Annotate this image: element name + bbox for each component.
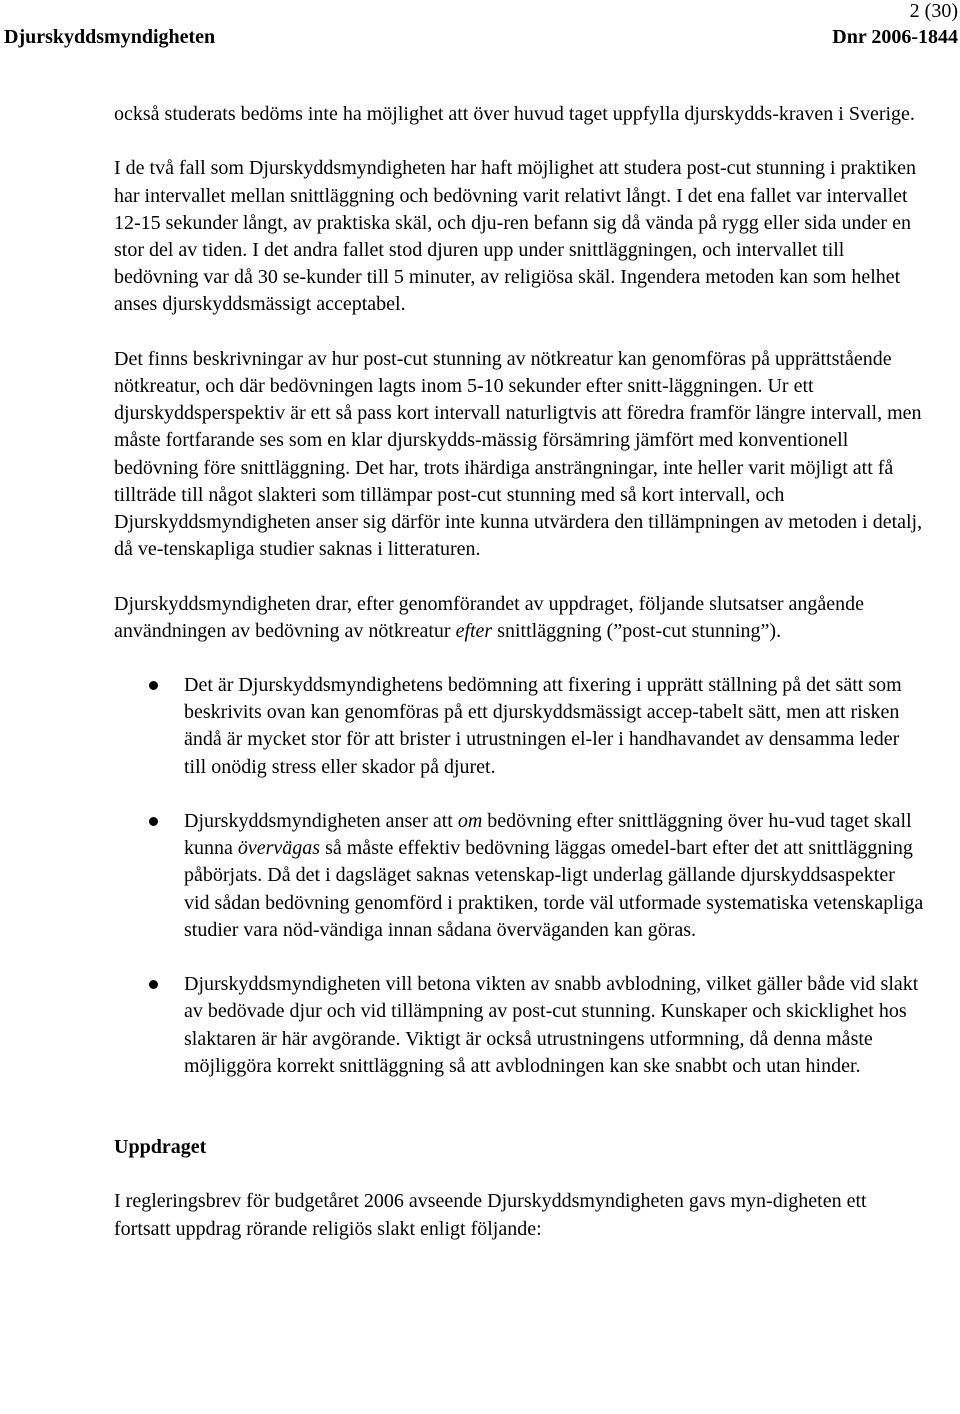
list-item-2-text-c: så måste effektiv bedövning läggas omedel-bart efter det att snittläggning påbörjats. Då det i dagsläget saknas vetenskap-ligt underlag gällande djurskyddsaspekter vid sådan bedövning genomförd i praktiken, torde väl utformade systematiska vetenskapliga studier vara nöd-vändiga innan sådana överväganden kan göras. [184, 837, 924, 941]
bullet-icon [149, 817, 158, 826]
section-heading: Uppdraget [114, 1136, 207, 1159]
paragraph-1: också studerats bedöms inte ha möjlighet att över huvud taget uppfylla djurskydds-kraven i Sverige. [114, 103, 915, 125]
list-item [114, 672, 924, 781]
list-item-2-text-a: Djurskyddsmyndigheten anser att [184, 810, 458, 833]
list-item-text-3: Djurskyddsmyndigheten vill betona vikten av snabb avblodning, vilket gäller både vid slakt av bedövade djur och vid tillämpning av post-cut stunning. Kunskaper och skicklighet hos slaktaren är här avgörande. Viktigt är också utrustningens utformning, då denna måste möjliggöra korrekt snittläggning så att avblodningen kan ske snabbt och utan hinder. [184, 973, 919, 1077]
paragraph-4 [114, 591, 924, 645]
document-reference: Dnr 2006-1844 [832, 26, 958, 48]
list-item [114, 971, 924, 1080]
conclusions-list [114, 672, 924, 1080]
paragraph-4-emphasis: efter [455, 619, 493, 642]
list-item [114, 808, 924, 944]
bullet-icon [149, 980, 158, 989]
list-item-2-text-b: bedövning efter snittläggning över hu-vud taget skall kunna [184, 810, 912, 860]
paragraph-2: I de två fall som Djurskyddsmyndigheten har haft möjlighet att studera post-cut stunning i praktiken har intervallet mellan snittläggning och bedövning varit relativt långt. I det ena fallet var intervallet 12-15 sekunder långt, av praktiska skäl, och dju-ren befann sig då vända på rygg eller sida under en stor del av tiden. I det andra fallet stod djuren upp under snittläggningen, och intervallet till bedövning var då 30 se-kunder till 5 minuter, av religiösa skäl. Ingendera metoden kan som helhet anses djurskyddsmässigt acceptabel. [114, 157, 917, 316]
header-right [832, 0, 958, 50]
paragraph-4-text-a: Djurskyddsmyndigheten drar, efter genomförandet av uppdraget, följande slutsatser angående användningen av bedövning av nötkreatur [114, 592, 865, 642]
list-item-2-emphasis-b: övervägas [237, 837, 321, 860]
document-body [114, 101, 924, 1243]
list-item-text-1: Det är Djurskyddsmyndighetens bedömning att fixering i upprätt ställning på det sätt som beskrivits ovan kan genomföras på ett djurskyddsmässigt accep-tabelt sätt, men att risken ändå är mycket stor för att brister i utrustningen el-ler i handhavandet av densamma leder till onödig stress eller skador på djuret. [184, 674, 902, 778]
paragraph-3: Det finns beskrivningar av hur post-cut stunning av nötkreatur kan genomföras på upprättstående nötkreatur, och där bedövningen lagts inom 5-10 sekunder efter snitt-läggningen. Ur ett djurskyddsperspektiv är ett så pass kort intervall naturligtvis att föredra framför längre intervall, men måste fortfarande ses som en klar djurskydds-mässig försämring jämfört med konventionell bedövning före snittläggning. Det har, trots ihärdiga ansträngningar, inte heller varit möjligt att få tillträde till något slakteri som tillämpar post-cut stunning med så kort intervall, och Djurskyddsmyndigheten anser sig därför inte kunna utvärdera den tillämpningen av metoden i detalj, då ve-tenskapliga studier saknas i litteraturen. [114, 347, 923, 561]
bullet-icon [149, 681, 158, 690]
paragraph-4-text-b: snittläggning (”post-cut stunning”). [492, 619, 782, 642]
organization-name: Djurskyddsmyndigheten [4, 26, 216, 48]
page-number: 2 (30) [909, 0, 958, 22]
list-item-2-emphasis-a: om [457, 810, 483, 833]
section-paragraph: I regleringsbrev för budgetåret 2006 avseende Djurskyddsmyndigheten gavs myn-digheten ett fortsatt uppdrag rörande religiös slakt enligt följande: [114, 1190, 867, 1240]
